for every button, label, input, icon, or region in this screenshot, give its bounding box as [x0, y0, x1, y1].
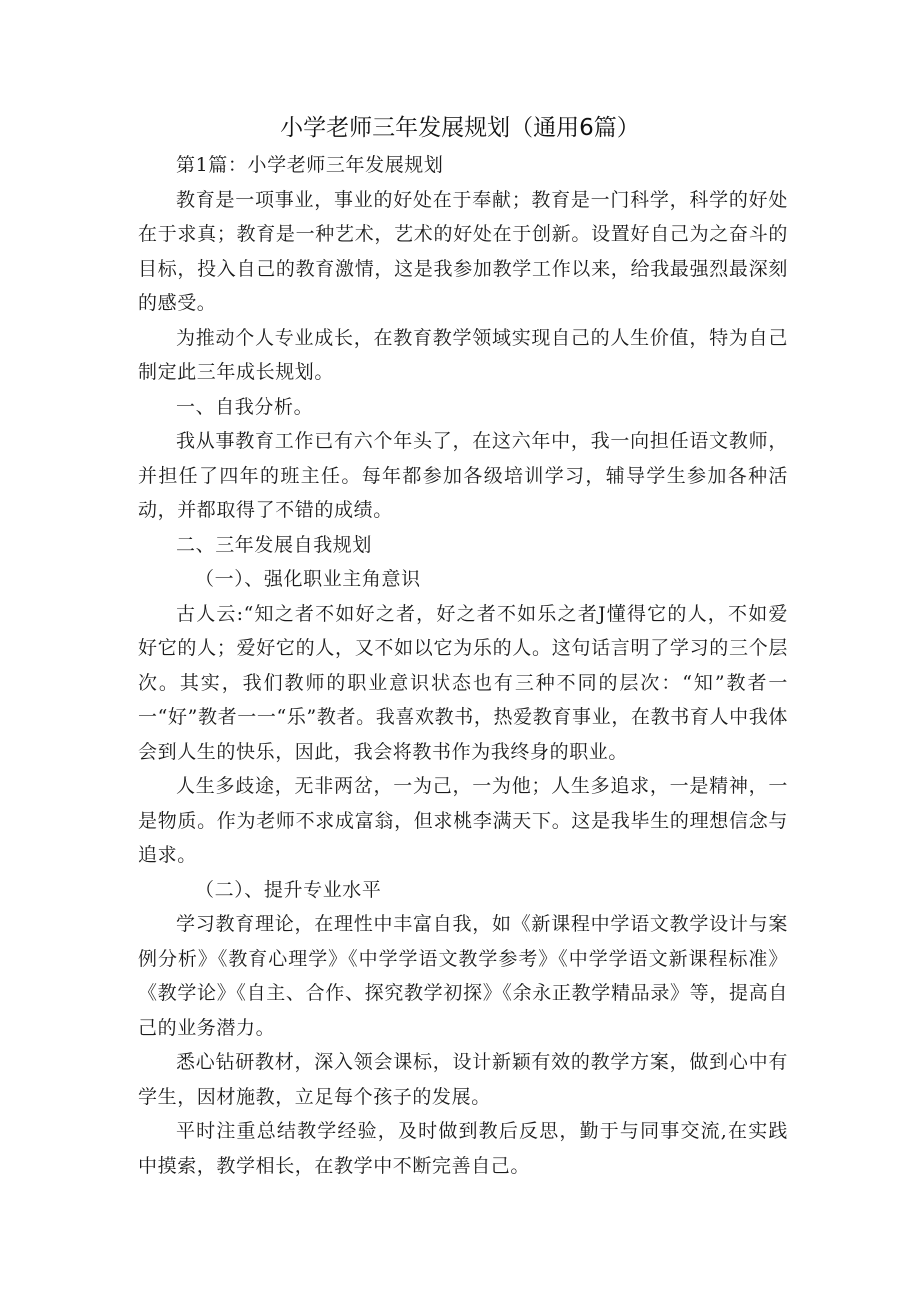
body-paragraph: 古人云:“知之者不如好之者，好之者不如乐之者J懂得它的人，不如爱好它的人；爱好它的人，又不如以它为乐的人。这句话言明了学习的三个层次。其实，我们教师的职业意识状态也有三种不同的层次：“知”教者一一“好”教者一一“乐”教者。我喜欢教书，热爱教育事业，在教书育人中我体会到人生的快乐，因此，我会将教书作为我终身的职业。	[138, 602, 788, 763]
body-paragraph: 人生多歧途，无非两岔，一为己，一为他；人生多追求，一是精神，一是物质。作为老师不求成富翁，但求桃李满天下。这是我毕生的理想信念与追求。	[138, 775, 788, 866]
body-paragraph: 平时注重总结教学经验，及时做到教后反思，勤于与同事交流,在实践中摸索，教学相长，在教学中不断完善自己。	[138, 1120, 788, 1177]
body-paragraph: 我从事教育工作已有六个年头了，在这六年中，我一向担任语文教师，并担任了四年的班主任。每年都参加各级培训学习，辅导学生参加各种活动，并都取得了不错的成绩。	[138, 430, 788, 521]
body-paragraph: 悉心钻研教材，深入领会课标，设计新颖有效的教学方案，做到心中有学生，因材施教，立足每个孩子的发展。	[138, 1051, 788, 1108]
subsection-heading-role-awareness: （一）、强化职业主角意识	[195, 568, 421, 590]
body-paragraph: 教育是一项事业，事业的好处在于奉献；教育是一门科学，科学的好处在于求真；教育是一种艺术，艺术的好处在于创新。设置好自己为之奋斗的目标，投入自己的教育激情，这是我参加教学工作以来，给我最强烈最深刻的感受。	[138, 188, 788, 314]
section-heading-three-year-plan: 二、三年发展自我规划	[176, 533, 373, 556]
subsection-heading-professional-level: （二）、提升专业水平	[195, 878, 382, 901]
section-heading-part-1: 第1篇：小学老师三年发展规划	[176, 154, 444, 176]
document-body	[138, 148, 788, 1183]
body-paragraph: 学习教育理论，在理性中丰富自我，如《新课程中学语文教学设计与案例分析》《教育心理学》《中学学语文教学参考》《中学学语文新课程标准》《教学论》《自主、合作、探究教学初探》《余永正教学精品录》等，提高自己的业务潜力。	[138, 913, 788, 1039]
document-title: 小学老师三年发展规划（通用6篇）	[280, 115, 640, 141]
section-heading-self-analysis: 一、自我分析。	[176, 395, 314, 418]
body-paragraph: 为推动个人专业成长，在教育教学领域实现自己的人生价值，特为自己制定此三年成长规划。	[138, 326, 788, 383]
